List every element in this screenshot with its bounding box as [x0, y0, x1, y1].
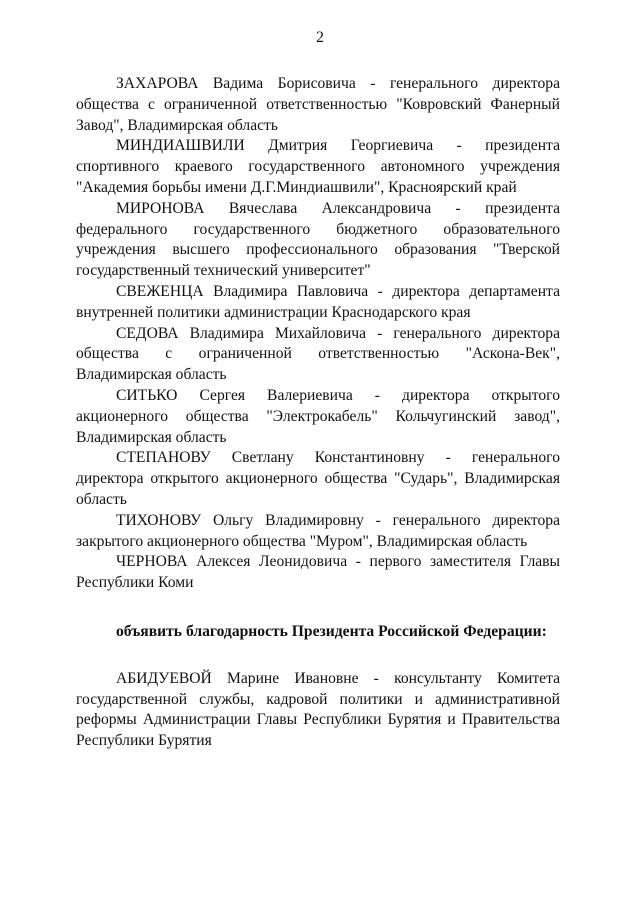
award-entry-zakharov: ЗАХАРОВА Вадима Борисовича - генерального директора общества с ограниченной ответственностью "Ковровский Фанерный Завод", Владимирская область	[76, 75, 560, 134]
award-entry-stepanova: СТЕПАНОВУ Светлану Константиновну - генерального директора открытого акционерного общества "Сударь", Владимирская область	[76, 449, 560, 508]
award-entry-sitko: СИТЬКО Сергея Валериевича - директора открытого акционерного общества "Электрокабель" Кольчугинский завод", Владимирская область	[76, 386, 560, 446]
award-entry-sedov: СЕДОВА Владимира Михайловича - генерального директора общества с ограниченной ответственностью "Аскона-Век", Владимирская область	[76, 324, 560, 384]
page-number: 2	[316, 29, 324, 46]
section-heading: объявить благодарность Президента Российской Федерации:	[116, 622, 547, 640]
award-entry-tikhonova: ТИХОНОВУ Ольгу Владимировну - генерального директора закрытого акционерного общества "Муром", Владимирская область	[76, 511, 560, 550]
award-entry-mironov: МИРОНОВА Вячеслава Александровича - президента федерального государственного бюджетного образовательного учреждения высшего профессионального образования "Тверской государственный технический университет"	[76, 199, 560, 280]
award-entry-svezhenets: СВЕЖЕНЦА Владимира Павловича - директора департамента внутренней политики администрации Краснодарского края	[76, 282, 560, 321]
award-entry-chernov: ЧЕРНОВА Алексея Леонидовича - первого заместителя Главы Республики Коми	[76, 553, 560, 592]
document-body	[76, 74, 560, 752]
gratitude-entry-abidueva: АБИДУЕВОЙ Марине Ивановне - консультанту Комитета государственной службы, кадровой политики и административной реформы Администрации Главы Республики Бурятия и Правительства Республики Бурятия	[76, 669, 560, 750]
award-entry-mindiashvili: МИНДИАШВИЛИ Дмитрия Георгиевича - президента спортивного краевого государственного автономного учреждения "Академия борьбы имени Д.Г.Миндиашвили", Красноярский край	[76, 137, 560, 196]
gratitude-list	[76, 669, 560, 752]
